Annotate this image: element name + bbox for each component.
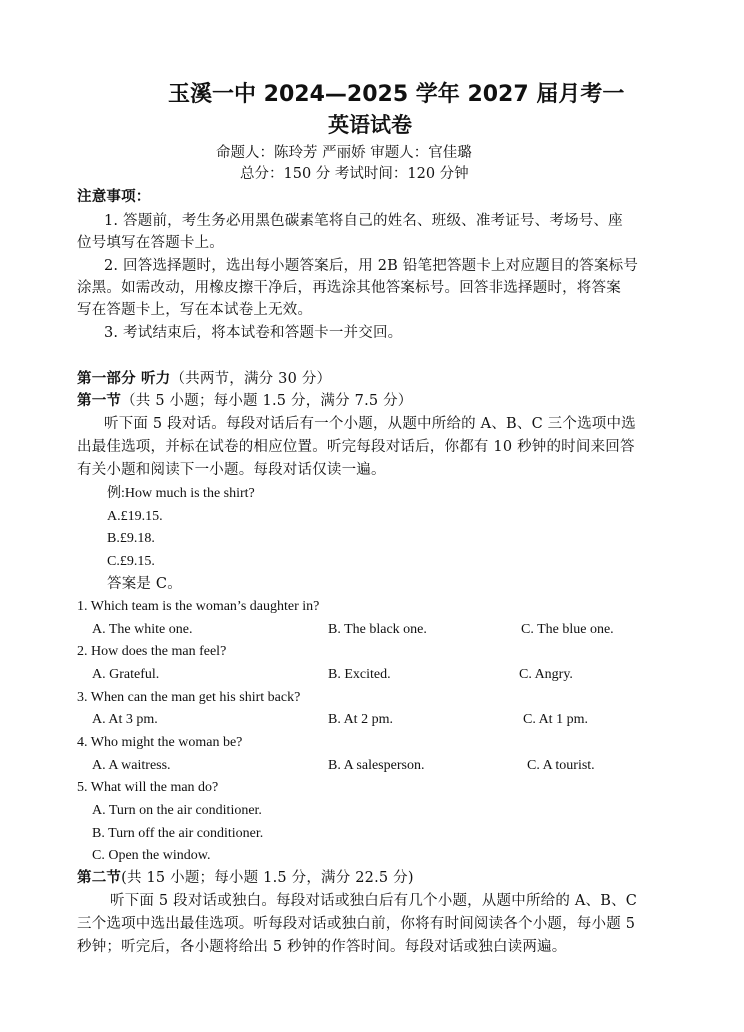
question-4-option-b: B. A salesperson. (328, 758, 425, 773)
notice-item-2-line-1: 2. 回答选择题时，选出每小题答案后，用 2B 铅笔把答题卡上对应题目的答案标号 (104, 258, 639, 274)
example-question: 例:How much is the shirt? (107, 486, 255, 501)
notice-item-1-line-1: 1. 答题前，考生务必用黑色碳素笔将自己的姓名、班级、准考证号、考场号、座 (104, 213, 623, 229)
notice-item-3: 3. 考试结束后，将本试卷和答题卡一并交回。 (104, 325, 403, 341)
question-2-option-b: B. Excited. (328, 667, 391, 682)
example-option-b: B.£9.18. (107, 531, 155, 546)
section1-intro-line-1: 听下面 5 段对话。每段对话后有一个小题，从题中所给的 A、B、C 三个选项中选 (104, 416, 636, 432)
notice-item-1-line-2: 位号填写在答题卡上。 (77, 235, 224, 251)
question-5-option-a: A. Turn on the air conditioner. (92, 803, 262, 818)
section1-heading (77, 392, 413, 410)
section2-heading-rest: (共 15 小题；每小题 1.5 分，满分 22.5 分) (121, 870, 414, 886)
section1-intro-line-3: 有关小题和阅读下一小题。每段对话仅读一遍。 (77, 462, 386, 478)
example-answer: 答案是 C。 (107, 576, 182, 592)
section1-intro-line-2: 出最佳选项，并标在试卷的相应位置。听完每段对话后，你都有 10 秒钟的时间来回答 (77, 439, 635, 455)
question-2-option-a: A. Grateful. (92, 667, 160, 682)
section2-intro-line-3: 秒钟；听完后，各小题将给出 5 秒钟的作答时间。每段对话或独白读两遍。 (77, 939, 567, 955)
section2-heading (77, 869, 414, 887)
notice-item-2-line-3: 写在答题卡上，写在本试卷上无效。 (77, 302, 313, 318)
exam-subtitle: 英语试卷 (328, 113, 412, 137)
section1-heading-bold: 第一节 (77, 392, 122, 409)
section2-intro-line-2: 三个选项中选出最佳选项。听每段对话或独白前，你将有时间阅读各个小题，每小题 5 (77, 916, 636, 932)
section1-heading-rest: （共 5 小题；每小题 1.5 分，满分 7.5 分） (121, 393, 413, 409)
section2-heading-bold: 第二节 (77, 869, 122, 886)
question-3-option-c: C. At 1 pm. (523, 712, 588, 727)
question-3-option-a: A. At 3 pm. (92, 712, 158, 727)
question-1-option-a: A. The white one. (92, 622, 193, 637)
question-2: 2. How does the man feel? (77, 644, 227, 659)
part1-heading-bold: 第一部分 听力 (77, 370, 171, 387)
question-2-option-c: C. Angry. (519, 667, 573, 682)
section2-intro-line-1: 听下面 5 段对话或独白。每段对话或独白后有几个小题，从题中所给的 A、B、C (110, 893, 638, 909)
question-4: 4. Who might the woman be? (77, 735, 243, 750)
question-3: 3. When can the man get his shirt back? (77, 690, 301, 705)
exam-title: 玉溪一中 2024—2025 学年 2027 届月考一 (168, 82, 625, 107)
question-5-option-b: B. Turn off the air conditioner. (92, 826, 264, 841)
part1-heading (77, 370, 331, 388)
question-3-option-b: B. At 2 pm. (328, 712, 393, 727)
question-1-option-b: B. The black one. (328, 622, 427, 637)
score-time-line: 总分：150 分 考试时间：120 分钟 (240, 166, 469, 182)
question-1-option-c: C. The blue one. (521, 622, 614, 637)
notice-item-2-line-2: 涂黑。如需改动，用橡皮擦干净后，再选涂其他答案标号。回答非选择题时，将答案 (77, 280, 621, 296)
example-option-a: A.£19.15. (107, 509, 163, 524)
question-1: 1. Which team is the woman’s daughter in? (77, 599, 320, 614)
question-5-option-c: C. Open the window. (92, 848, 211, 863)
notice-heading: 注意事项： (77, 188, 151, 205)
question-5: 5. What will the man do? (77, 780, 219, 795)
question-4-option-c: C. A tourist. (527, 758, 595, 773)
authors-line: 命题人：陈玲芳 严丽娇 审题人：官佳璐 (216, 145, 472, 161)
example-option-c: C.£9.15. (107, 554, 155, 569)
part1-heading-rest: （共两节，满分 30 分） (170, 371, 332, 387)
question-4-option-a: A. A waitress. (92, 758, 171, 773)
